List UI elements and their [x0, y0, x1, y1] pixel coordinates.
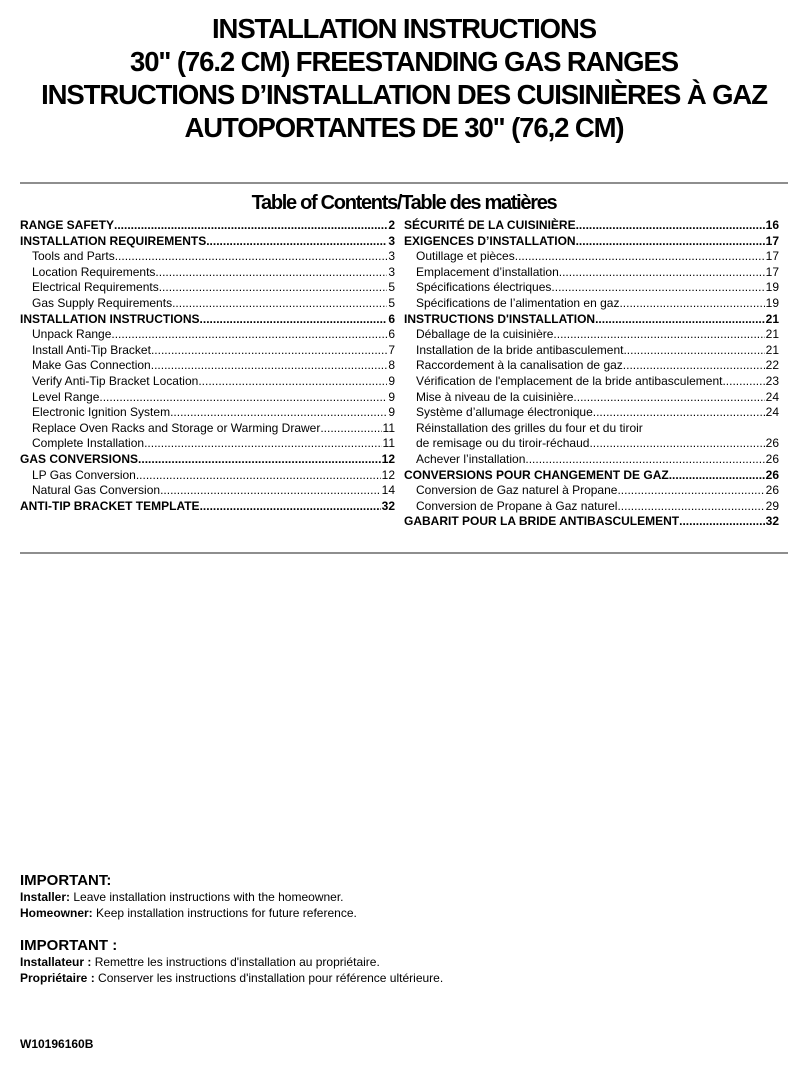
toc-page-number: 7: [388, 342, 395, 357]
toc-subsection-entry[interactable]: [20, 405, 395, 421]
title-line-4: AUTOPORTANTES DE 30" (76,2 CM): [184, 112, 624, 143]
toc-entry-label: Tools and Parts: [32, 249, 115, 264]
dot-leader: [617, 483, 764, 499]
dot-leader: [320, 421, 381, 437]
toc-page-number: 24: [765, 405, 779, 420]
toc-entry-label: SÉCURITÉ DE LA CUISINIÈRE: [404, 218, 576, 232]
toc-page-number: 26: [765, 467, 779, 482]
toc-page-number: 17: [765, 249, 779, 264]
dot-leader: [623, 343, 764, 359]
toc-page-number: 19: [765, 280, 779, 295]
toc-subsection-entry[interactable]: [20, 421, 395, 437]
toc-section-entry[interactable]: [404, 312, 779, 328]
dot-leader: [200, 499, 381, 515]
dot-leader: [99, 390, 387, 406]
toc-subsection-entry[interactable]: [404, 343, 779, 359]
toc-page-number: 26: [765, 483, 779, 498]
toc-page-number: 23: [765, 373, 779, 388]
dot-leader: [559, 265, 765, 281]
toc-page-number: 29: [765, 498, 779, 513]
installateur-note: Installateur : Remettre les instructions d'installation au propriétaire.: [20, 955, 380, 969]
toc-subsection-entry[interactable]: [404, 405, 779, 421]
installer-note: Installer: Leave installation instructions with the homeowner.: [20, 890, 344, 904]
toc-page-number: 21: [765, 342, 779, 357]
title-line-1: INSTALLATION INSTRUCTIONS: [212, 13, 596, 44]
toc-page-number: 5: [388, 280, 395, 295]
dot-leader: [138, 452, 381, 468]
toc-subsection-entry[interactable]: [404, 280, 779, 296]
toc-entry-label: Electronic Ignition System: [32, 405, 171, 420]
toc-page-number: 11: [382, 436, 395, 451]
dot-leader: [573, 390, 764, 406]
dot-leader: [200, 312, 388, 328]
important-heading: IMPORTANT:: [20, 872, 112, 889]
toc-entry-label: Make Gas Connection: [32, 358, 151, 373]
toc-entry-label: Installation de la bride antibasculement: [416, 342, 624, 357]
toc-page-number: 22: [765, 358, 779, 373]
dot-leader: [151, 358, 388, 374]
dot-leader: [589, 436, 764, 452]
document-number: W10196160B: [20, 1037, 94, 1051]
dot-leader: [669, 468, 765, 484]
toc-section-entry[interactable]: [20, 218, 395, 234]
toc-entry-label: Conversion de Gaz naturel à Propane: [416, 483, 618, 498]
toc-entry-label: Level Range: [32, 389, 100, 404]
toc-subsection-entry[interactable]: [20, 296, 395, 312]
toc-entry-label: Système d’allumage électronique: [416, 405, 593, 420]
toc-entry-label: LP Gas Conversion: [32, 467, 136, 482]
toc-column-french: [404, 218, 779, 530]
toc-page-number: 21: [765, 327, 779, 342]
toc-entry-label: Unpack Range: [32, 327, 112, 342]
toc-subsection-entry[interactable]: [404, 327, 779, 343]
dot-leader: [576, 234, 765, 250]
dot-leader: [515, 249, 765, 265]
dot-leader: [144, 436, 381, 452]
toc-entry-label: Vérification de l'emplacement de la bride antibasculement: [416, 373, 723, 388]
toc-entry-label: Raccordement à la canalisation de gaz: [416, 358, 623, 373]
toc-page-number: 6: [388, 311, 395, 326]
dot-leader: [525, 452, 764, 468]
dot-leader: [170, 405, 387, 421]
bottom-divider: [20, 552, 788, 554]
title-line-2: 30" (76.2 CM) FREESTANDING GAS RANGES: [130, 46, 678, 77]
dot-leader: [155, 265, 387, 281]
toc-page-number: 17: [765, 233, 779, 248]
dot-leader: [114, 218, 387, 234]
toc-page-number: 9: [388, 405, 395, 420]
toc-entry-label: Spécifications électriques: [416, 280, 552, 295]
toc-subsection-entry[interactable]: [20, 327, 395, 343]
toc-subsection-entry[interactable]: [20, 483, 395, 499]
toc-entry-label: INSTALLATION INSTRUCTIONS: [20, 311, 200, 326]
toc-entry-label: de remisage ou du tiroir-réchaud: [416, 436, 590, 451]
toc-subsection-entry[interactable]: [20, 390, 395, 406]
dot-leader: [623, 358, 765, 374]
toc-entry-label: Verify Anti-Tip Bracket Location: [32, 373, 199, 388]
toc-page-number: 3: [388, 249, 395, 264]
important-heading-fr: IMPORTANT :: [20, 937, 118, 954]
proprietaire-note: Propriétaire : Conserver les instructions d'installation pour référence ultérieure.: [20, 970, 444, 985]
toc-entry-label: INSTRUCTIONS D'INSTALLATION: [404, 311, 596, 326]
dot-leader: [593, 405, 765, 421]
toc-entry-label: RANGE SAFETY: [20, 218, 115, 232]
toc-page-number: 21: [765, 311, 779, 326]
toc-page-number: 12: [381, 451, 395, 466]
document-title: [0, 12, 808, 144]
toc-entry-label: Mise à niveau de la cuisinière: [416, 389, 574, 404]
toc-entry-label: Install Anti-Tip Bracket: [32, 342, 151, 357]
toc-entry-label: ANTI-TIP BRACKET TEMPLATE: [20, 498, 200, 513]
dot-leader: [159, 280, 388, 296]
toc-page-number: 9: [388, 389, 395, 404]
toc-section-entry[interactable]: [20, 452, 395, 468]
toc-page-number: 2: [388, 218, 395, 232]
toc-subsection-entry[interactable]: [404, 374, 779, 390]
toc-entry-label: Gas Supply Requirements: [32, 295, 173, 310]
toc-page-number: 8: [388, 358, 395, 373]
dot-leader: [595, 312, 765, 328]
toc-entry-label: Replace Oven Racks and Storage or Warming Drawer: [32, 420, 321, 435]
toc-page-number: 14: [381, 483, 395, 498]
toc-subsection-entry[interactable]: [404, 296, 779, 312]
toc-subsection-entry[interactable]: [404, 265, 779, 281]
dot-leader: [617, 499, 764, 515]
homeowner-note: Homeowner: Keep installation instructions for future reference.: [20, 905, 357, 920]
dot-leader: [198, 374, 387, 390]
toc-entry-label: Déballage de la cuisinière: [416, 327, 554, 342]
toc-section-entry[interactable]: [20, 234, 395, 250]
toc-entry-label: Location Requirements: [32, 264, 156, 279]
toc-entry-label: Outillage et pièces: [416, 249, 515, 264]
dot-leader: [136, 468, 381, 484]
toc-subsection-entry[interactable]: [404, 499, 779, 515]
toc-subsection-entry[interactable]: [20, 280, 395, 296]
toc-entry-label: Complete Installation: [32, 436, 145, 451]
toc-subsection-entry[interactable]: [20, 374, 395, 390]
toc-subsection-entry[interactable]: [404, 452, 779, 468]
toc-page-number: 12: [381, 467, 395, 482]
toc-page-number: 26: [765, 436, 779, 451]
dot-leader: [111, 327, 387, 343]
toc-subsection-entry[interactable]: [20, 468, 395, 484]
dot-leader: [619, 296, 764, 312]
dot-leader: [206, 234, 387, 250]
toc-page-number: 3: [388, 233, 395, 248]
toc-subsection-entry[interactable]: [20, 265, 395, 281]
toc-subsection-entry[interactable]: [404, 390, 779, 406]
toc-section-entry[interactable]: [20, 499, 395, 515]
dot-leader: [115, 249, 388, 265]
toc-page-number: 11: [382, 420, 395, 435]
dot-leader: [160, 483, 381, 499]
toc-entry-label: EXIGENCES D’INSTALLATION: [404, 233, 576, 248]
toc-section-entry[interactable]: [404, 468, 779, 484]
dot-leader: [172, 296, 387, 312]
toc-entry-label: INSTALLATION REQUIREMENTS: [20, 233, 207, 248]
toc-entry-label: Electrical Requirements: [32, 280, 159, 295]
toc-entry-label: Emplacement d’installation: [416, 264, 559, 279]
title-line-3: INSTRUCTIONS D’INSTALLATION DES CUISINIÈRES À GAZ: [41, 79, 767, 110]
toc-page-number: 19: [765, 295, 779, 310]
toc-entry-label: Conversion de Propane à Gaz naturel: [416, 498, 618, 513]
toc-page-number: 17: [765, 264, 779, 279]
toc-page-number: 6: [388, 327, 395, 342]
top-divider: [20, 182, 788, 184]
toc-subsection-entry[interactable]: [404, 358, 779, 374]
toc-section-entry[interactable]: [404, 234, 779, 250]
toc-entry-label: Spécifications de l’alimentation en gaz: [416, 295, 620, 310]
toc-entry-label: Natural Gas Conversion: [32, 483, 161, 498]
toc-subsection-entry[interactable]: [404, 436, 779, 452]
toc-entry-label: Réinstallation des grilles du four et du tiroir: [416, 420, 643, 435]
toc-page-number: 26: [765, 451, 779, 466]
important-notice-english: [20, 872, 780, 921]
important-notice-french: [20, 937, 780, 986]
toc-page-number: 16: [765, 218, 779, 232]
toc-section-entry[interactable]: [20, 312, 395, 328]
toc-page-number: 32: [765, 514, 779, 529]
toc-section-entry[interactable]: [404, 218, 779, 234]
toc-subsection-entry[interactable]: [20, 358, 395, 374]
dot-leader: [576, 218, 765, 234]
toc-column-english: [20, 218, 395, 514]
dot-leader: [151, 343, 387, 359]
toc-subsection-entry[interactable]: [20, 436, 395, 452]
toc-entry-label: GAS CONVERSIONS: [20, 451, 139, 466]
toc-page-number: 3: [388, 264, 395, 279]
toc-page-number: 24: [765, 389, 779, 404]
toc-subsection-entry[interactable]: [20, 343, 395, 359]
toc-subsection-entry[interactable]: [404, 483, 779, 499]
toc-entry-label: GABARIT POUR LA BRIDE ANTIBASCULEMENT: [404, 514, 680, 529]
dot-leader: [679, 514, 765, 530]
toc-page-number: 32: [381, 498, 395, 513]
dot-leader: [551, 280, 764, 296]
toc-page-number: 9: [388, 373, 395, 388]
toc-section-entry[interactable]: [404, 514, 779, 530]
dot-leader: [722, 374, 764, 390]
toc-page-number: 5: [388, 295, 395, 310]
toc-subsection-entry[interactable]: [404, 249, 779, 265]
toc-entry-label: CONVERSIONS POUR CHANGEMENT DE GAZ: [404, 467, 669, 482]
toc-subsection-entry[interactable]: [20, 249, 395, 265]
toc-heading: Table of Contents/Table des matières: [251, 192, 557, 214]
dot-leader: [553, 327, 764, 343]
toc-entry-label: Achever l’installation: [416, 451, 526, 466]
